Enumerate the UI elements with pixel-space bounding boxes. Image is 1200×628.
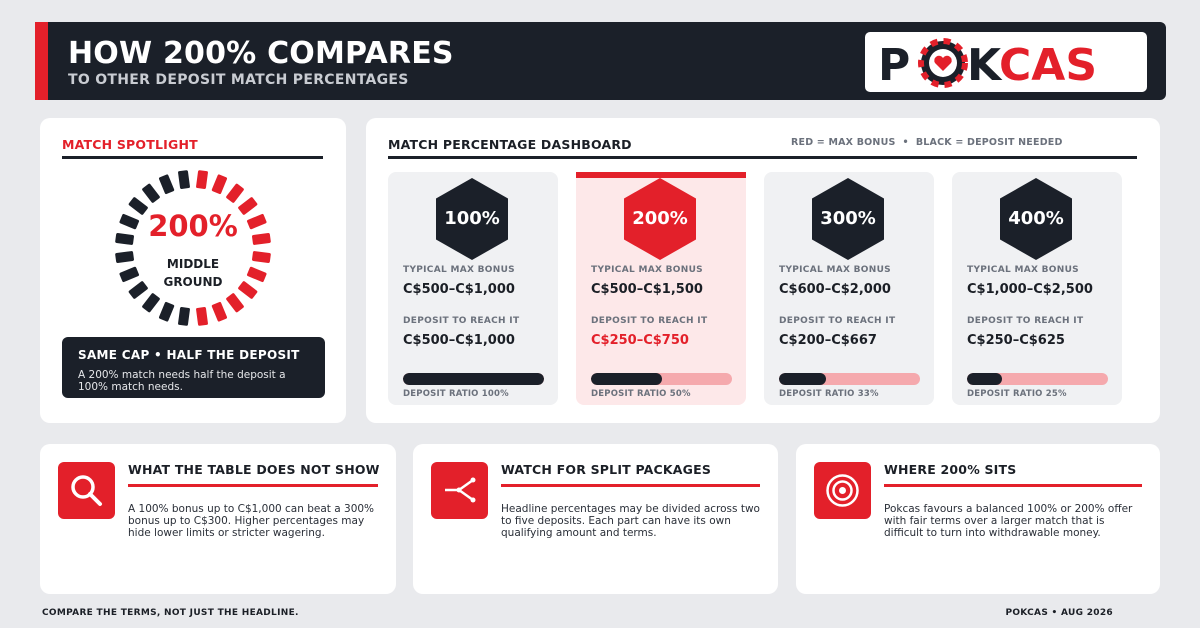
deposit-ratio-fill [779, 373, 826, 385]
deposit-value: C$250–C$750 [591, 333, 689, 348]
ring-segment [142, 293, 161, 313]
info-card-table [40, 444, 396, 594]
match-tile [388, 172, 558, 405]
dashboard-title: MATCH PERCENTAGE DASHBOARD [388, 137, 632, 152]
max-bonus-label: TYPICAL MAX BONUS [403, 265, 515, 275]
ring-segment [226, 293, 245, 313]
magnifier-icon [58, 462, 115, 519]
percent-hexagon [436, 178, 508, 260]
deposit-ratio-fill [591, 373, 662, 385]
max-bonus-value: C$600–C$2,000 [779, 282, 891, 297]
dashboard-legend: RED = MAX BONUS • BLACK = DEPOSIT NEEDED [791, 137, 1063, 148]
split-arrows-icon [431, 462, 488, 519]
deposit-ratio-bar [403, 373, 544, 385]
spotlight-title-rule [62, 156, 323, 159]
spotlight-ring [113, 168, 273, 328]
deposit-label: DEPOSIT TO REACH IT [591, 316, 708, 326]
spotlight-box-text: A 200% match needs half the deposit a 100% match needs. [78, 369, 286, 393]
deposit-ratio-label: DEPOSIT RATIO 25% [967, 389, 1067, 399]
deposit-ratio-label: DEPOSIT RATIO 50% [591, 389, 691, 399]
svg-text:P: P [878, 40, 911, 91]
deposit-ratio-label: DEPOSIT RATIO 33% [779, 389, 879, 399]
match-percent: 200% [632, 208, 688, 229]
deposit-ratio-bar [779, 373, 920, 385]
max-bonus-label: TYPICAL MAX BONUS [967, 265, 1079, 275]
ring-segment [178, 307, 190, 326]
footer-credit: POKCAS • AUG 2026 [1005, 608, 1113, 618]
match-tile [764, 172, 934, 405]
footer-tagline: COMPARE THE TERMS, NOT JUST THE HEADLINE. [42, 608, 299, 618]
max-bonus-label: TYPICAL MAX BONUS [779, 265, 891, 275]
ring-segment [142, 183, 161, 203]
deposit-label: DEPOSIT TO REACH IT [403, 316, 520, 326]
max-bonus-value: C$500–C$1,500 [591, 282, 703, 297]
info-card-rule [128, 484, 378, 487]
ring-segment [211, 174, 227, 194]
deposit-ratio-label: DEPOSIT RATIO 100% [403, 389, 509, 399]
info-card-where [796, 444, 1160, 594]
info-card-title: WHERE 200% SITS [884, 462, 1017, 477]
pokcas-logo[interactable] [865, 32, 1147, 92]
pokcas-logo-graphic [865, 32, 1147, 92]
ring-segment [211, 302, 227, 322]
deposit-label: DEPOSIT TO REACH IT [779, 316, 896, 326]
dashboard-title-rule [388, 156, 1137, 159]
deposit-value: C$250–C$625 [967, 333, 1065, 348]
info-card-body: A 100% bonus up to C$1,000 can beat a 300% bonus up to C$300. Higher percentages may hide lower limits or stricter wagering. [128, 503, 375, 539]
svg-text:CAS: CAS [999, 40, 1098, 91]
deposit-ratio-fill [967, 373, 1002, 385]
spotlight-percent: 200% [148, 209, 238, 243]
deposit-ratio-bar [967, 373, 1108, 385]
percent-hexagon [624, 178, 696, 260]
deposit-value: C$200–C$667 [779, 333, 877, 348]
header-accent-bar [35, 22, 48, 100]
deposit-value: C$500–C$1,000 [403, 333, 515, 348]
svg-text:K: K [967, 40, 1002, 91]
match-percent: 300% [820, 208, 876, 229]
page-subtitle: TO OTHER DEPOSIT MATCH PERCENTAGES [68, 72, 409, 88]
spotlight-summary-box [62, 337, 325, 398]
deposit-ratio-fill [403, 373, 544, 385]
ring-segment [196, 307, 208, 326]
match-percent: 100% [444, 208, 500, 229]
match-tile [576, 172, 746, 405]
info-card-title: WHAT THE TABLE DOES NOT SHOW [128, 462, 380, 477]
match-dashboard-card [366, 118, 1160, 423]
ring-segment [159, 174, 175, 194]
info-card-title: WATCH FOR SPLIT PACKAGES [501, 462, 712, 477]
header-banner [35, 22, 1166, 100]
ring-segment [226, 183, 245, 203]
max-bonus-value: C$1,000–C$2,500 [967, 282, 1093, 297]
info-card-body: Pokcas favours a balanced 100% or 200% offer with fair terms over a larger match that is difficult to turn into withdrawable money. [884, 503, 1133, 539]
spotlight-caption-line2: GROUND [163, 275, 223, 289]
spotlight-caption-line1: MIDDLE [166, 257, 220, 271]
deposit-ratio-bar [591, 373, 732, 385]
target-icon [814, 462, 871, 519]
ring-segment [196, 170, 208, 189]
spotlight-box-title: SAME CAP • HALF THE DEPOSIT [78, 348, 300, 362]
info-card-split [413, 444, 778, 594]
max-bonus-value: C$500–C$1,000 [403, 282, 515, 297]
page-title: HOW 200% COMPARES [68, 36, 454, 71]
info-card-rule [501, 484, 760, 487]
info-card-rule [884, 484, 1142, 487]
deposit-label: DEPOSIT TO REACH IT [967, 316, 1084, 326]
percent-hexagon [812, 178, 884, 260]
ring-segment [159, 302, 175, 322]
info-card-body: Headline percentages may be divided across two to five deposits. Each part can have its own qualifying amount and terms. [501, 503, 760, 539]
match-spotlight-card [40, 118, 346, 423]
ring-segment [178, 170, 190, 189]
match-percent: 400% [1008, 208, 1064, 229]
percent-hexagon [1000, 178, 1072, 260]
match-tile [952, 172, 1122, 405]
spotlight-title: MATCH SPOTLIGHT [62, 137, 198, 152]
max-bonus-label: TYPICAL MAX BONUS [591, 265, 703, 275]
